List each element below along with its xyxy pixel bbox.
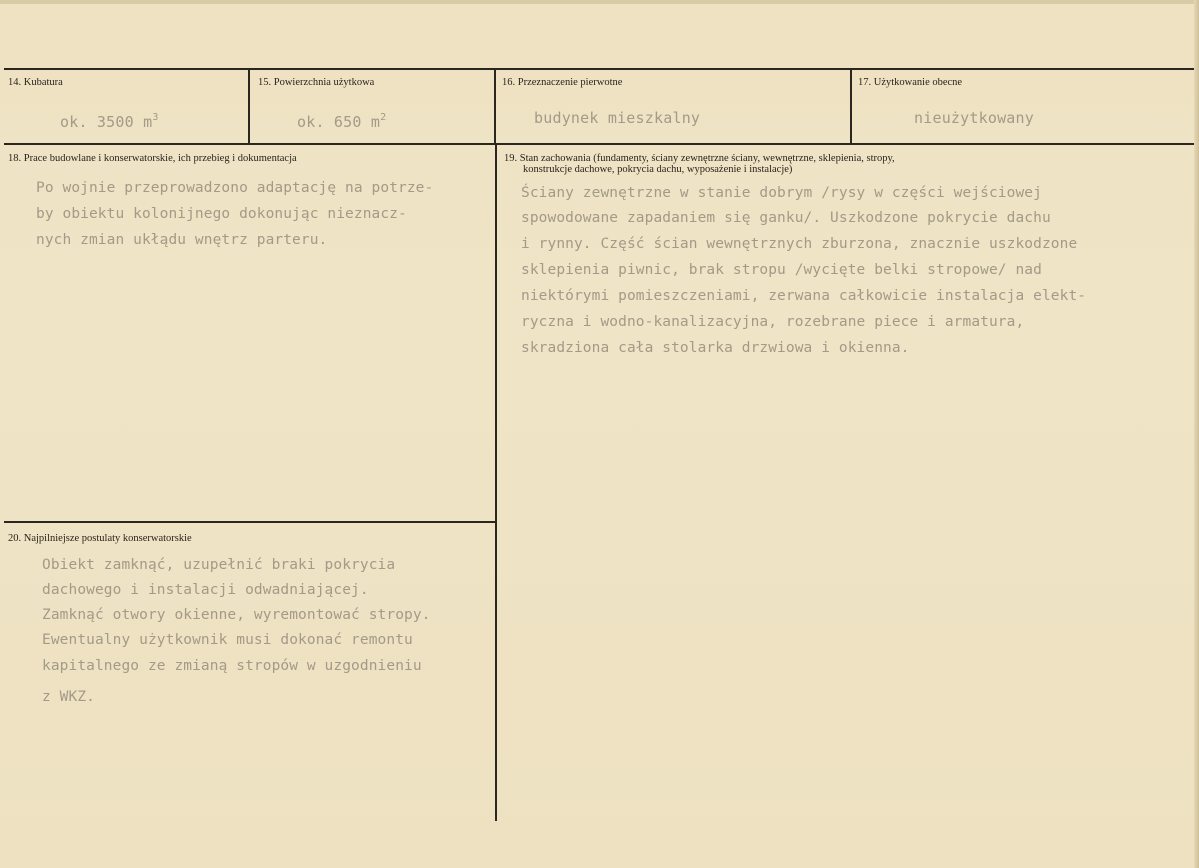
postulaty-line: Ewentualny użytkownik musi dokonać remontu	[42, 632, 413, 648]
rule-v-16-17	[850, 70, 852, 143]
stan-zachowania-label-line2: konstrukcje dachowe, pokrycia dachu, wyposażenie i instalacje)	[523, 164, 793, 175]
rule-top	[4, 68, 1194, 70]
prace-line: nych zmian ukłądu wnętrz parteru.	[36, 232, 328, 248]
przeznaczenie-label: 16. Przeznaczenie pierwotne	[502, 77, 623, 88]
rule-v-15-16	[494, 70, 496, 143]
kubatura-label: 14. Kubatura	[8, 77, 63, 88]
rule-section18-bottom	[4, 521, 496, 523]
powierzchnia-value	[297, 112, 386, 131]
stan-line: skradziona cała stolarka drzwiowa i okienna.	[521, 340, 910, 356]
stan-line: Ściany zewnętrzne w stanie dobrym /rysy w części wejściowej	[521, 185, 1042, 201]
rule-row1-bottom	[4, 143, 1194, 145]
stan-line: sklepienia piwnic, brak stropu /wycięte belki stropowe/ nad	[521, 262, 1042, 278]
stan-zachowania-label-line1: 19. Stan zachowania (fundamenty, ściany zewnętrzne ściany, wewnętrzne, sklepienia, stropy,	[504, 153, 895, 164]
stan-line: i rynny. Część ścian wewnętrznych zburzona, znacznie uszkodzone	[521, 236, 1078, 252]
postulaty-line: Zamknąć otwory okienne, wyremontować stropy.	[42, 607, 431, 623]
kubatura-value-exponent: 3	[152, 112, 159, 123]
stan-line: ryczna i wodno-kanalizacyjna, rozebrane piece i armatura,	[521, 314, 1025, 330]
stan-line: niektórymi pomieszczeniami, zerwana całkowicie instalacja elekt-	[521, 288, 1087, 304]
prace-line: by obiektu kolonijnego dokonując nieznacz-	[36, 206, 407, 222]
card-right-edge	[1194, 0, 1199, 868]
postulaty-line: dachowego i instalacji odwadniającej.	[42, 582, 369, 598]
postulaty-line: Obiekt zamknąć, uzupełnić braki pokrycia	[42, 557, 396, 573]
powierzchnia-label: 15. Powierzchnia użytkowa	[258, 77, 375, 88]
powierzchnia-value-text: ok. 650 m	[297, 113, 381, 131]
prace-budowlane-label: 18. Prace budowlane i konserwatorskie, ich przebieg i dokumentacja	[8, 153, 297, 164]
powierzchnia-value-exponent: 2	[380, 112, 387, 123]
kubatura-value	[60, 112, 159, 131]
card-top-edge	[0, 0, 1199, 4]
rule-v-middle	[495, 145, 497, 821]
postulaty-line: z WKZ.	[42, 689, 95, 705]
przeznaczenie-value: budynek mieszkalny	[534, 109, 701, 127]
kubatura-value-text: ok. 3500 m	[60, 113, 153, 131]
prace-line: Po wojnie przeprowadzono adaptację na potrze-	[36, 180, 434, 196]
uzytkowanie-label: 17. Użytkowanie obecne	[858, 77, 963, 88]
uzytkowanie-value: nieużytkowany	[914, 109, 1034, 127]
postulaty-label: 20. Najpilniejsze postulaty konserwatorskie	[8, 533, 192, 544]
postulaty-line: kapitalnego ze zmianą stropów w uzgodnieniu	[42, 658, 422, 674]
rule-v-14-15	[248, 70, 250, 143]
stan-line: spowodowane zapadaniem się ganku/. Uszkodzone pokrycie dachu	[521, 210, 1051, 226]
